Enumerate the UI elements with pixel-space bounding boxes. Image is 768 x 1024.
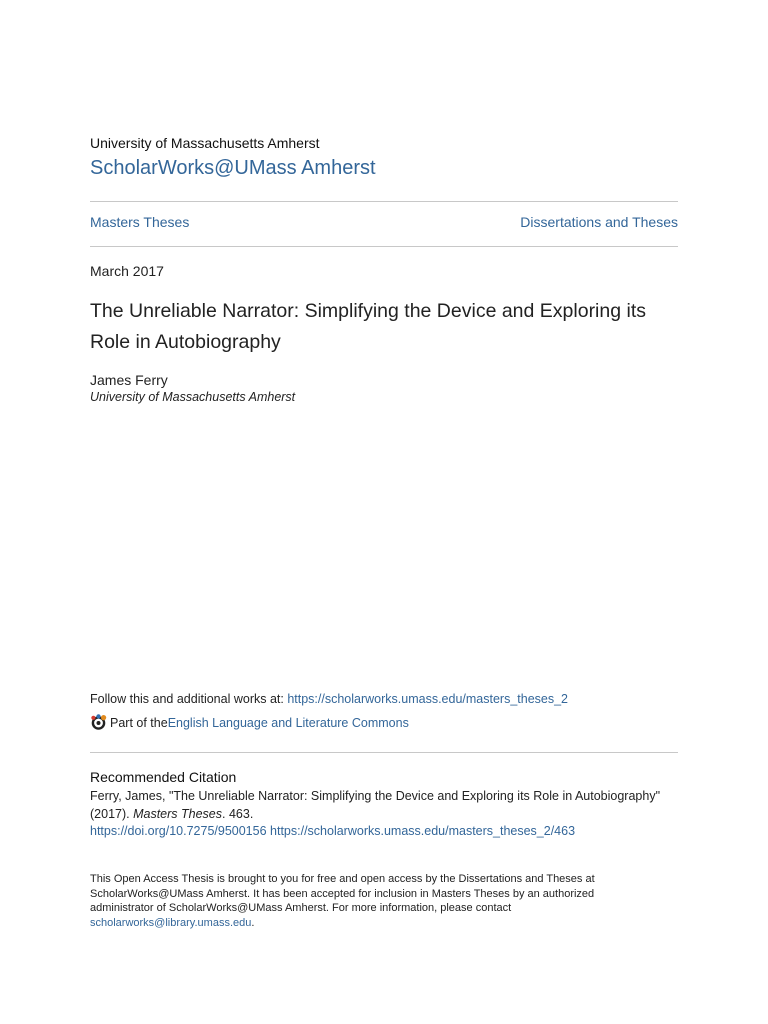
divider-citation xyxy=(90,752,678,753)
part-of-prefix: Part of the xyxy=(110,715,168,730)
citation-series: Masters Theses xyxy=(133,806,223,821)
repository-link[interactable]: ScholarWorks@UMass Amherst xyxy=(90,157,376,179)
citation-url-link[interactable]: https://scholarworks.umass.edu/masters_theses_2/463 xyxy=(270,824,576,838)
author-name: James Ferry xyxy=(90,372,168,388)
commons-network-icon xyxy=(90,714,107,731)
publication-date: March 2017 xyxy=(90,263,164,279)
follow-prefix: Follow this and additional works at: xyxy=(90,692,288,706)
notice-text: This Open Access Thesis is brought to you for free and open access by the Dissertations and Theses at ScholarWorks@UMass Amherst. It has been accepted for inclusion in Masters Theses by an authorized administrator of ScholarWorks@UMass Amherst. For more information, please contact xyxy=(90,873,595,914)
document-title: The Unreliable Narrator: Simplifying the Device and Exploring its Role in Autobiography xyxy=(90,300,646,353)
follow-url-link[interactable]: https://scholarworks.umass.edu/masters_theses_2 xyxy=(287,692,569,706)
divider-top xyxy=(90,201,678,202)
follow-line xyxy=(90,692,568,706)
part-of-line xyxy=(90,714,409,731)
institution-name: University of Massachusetts Amherst xyxy=(90,135,320,151)
citation-heading: Recommended Citation xyxy=(90,769,237,785)
author-affiliation: University of Massachusetts Amherst xyxy=(90,390,296,404)
contact-email-link[interactable]: scholarworks@library.umass.edu xyxy=(90,916,252,929)
citation-doi-link[interactable]: https://doi.org/10.7275/9500156 xyxy=(90,824,267,838)
divider-nav xyxy=(90,246,678,247)
commons-link[interactable]: English Language and Literature Commons xyxy=(167,715,409,730)
citation-block xyxy=(90,788,678,841)
notice-end: . xyxy=(251,916,255,929)
open-access-notice xyxy=(90,872,650,930)
citation-text: Ferry, James, "The Unreliable Narrator: Simplifying the Device and Exploring its Role in Autobiography" (2017). xyxy=(90,789,661,821)
citation-number: . 463. xyxy=(222,806,254,821)
cover-page xyxy=(90,0,678,1024)
masters-theses-link[interactable]: Masters Theses xyxy=(90,214,190,230)
dissertations-theses-link[interactable]: Dissertations and Theses xyxy=(520,214,678,230)
